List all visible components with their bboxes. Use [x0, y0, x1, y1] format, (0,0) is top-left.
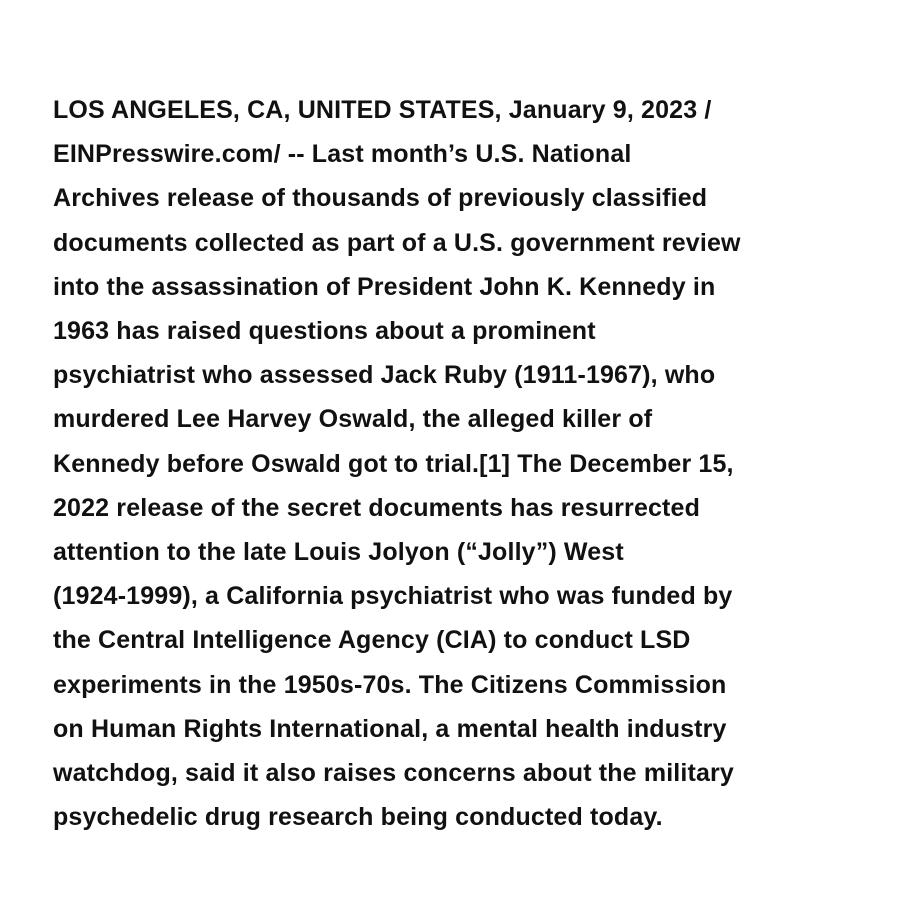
text-line: 1963 has raised questions about a prominent: [53, 317, 596, 346]
text-line: on Human Rights International, a mental health industry: [53, 714, 727, 743]
press-release-body: [53, 88, 883, 839]
text-line: into the assassination of President John K. Kennedy in: [53, 272, 716, 301]
text-line: murdered Lee Harvey Oswald, the alleged killer of: [53, 405, 653, 434]
text-line: Archives release of thousands of previously classified: [53, 184, 708, 213]
text-line: LOS ANGELES, CA, UNITED STATES, January 9, 2023 /: [53, 96, 712, 124]
text-line: attention to the late Louis Jolyon (“Jolly”) West: [53, 538, 624, 567]
text-line: psychiatrist who assessed Jack Ruby (1911-1967), who: [53, 361, 716, 390]
text-line: (1924-1999), a California psychiatrist who was funded by: [53, 582, 733, 611]
text-line: EINPresswire.com/ -- Last month’s U.S. National: [53, 140, 632, 169]
text-line: documents collected as part of a U.S. government review: [53, 228, 741, 257]
text-line: the Central Intelligence Agency (CIA) to conduct LSD: [53, 626, 691, 655]
text-line: experiments in the 1950s-70s. The Citizens Commission: [53, 670, 727, 699]
text-line: 2022 release of the secret documents has resurrected: [53, 493, 700, 522]
text-line: watchdog, said it also raises concerns about the military: [53, 759, 734, 788]
text-line: Kennedy before Oswald got to trial.[1] The December 15,: [53, 449, 734, 478]
text-line: psychedelic drug research being conducted today.: [53, 803, 663, 832]
